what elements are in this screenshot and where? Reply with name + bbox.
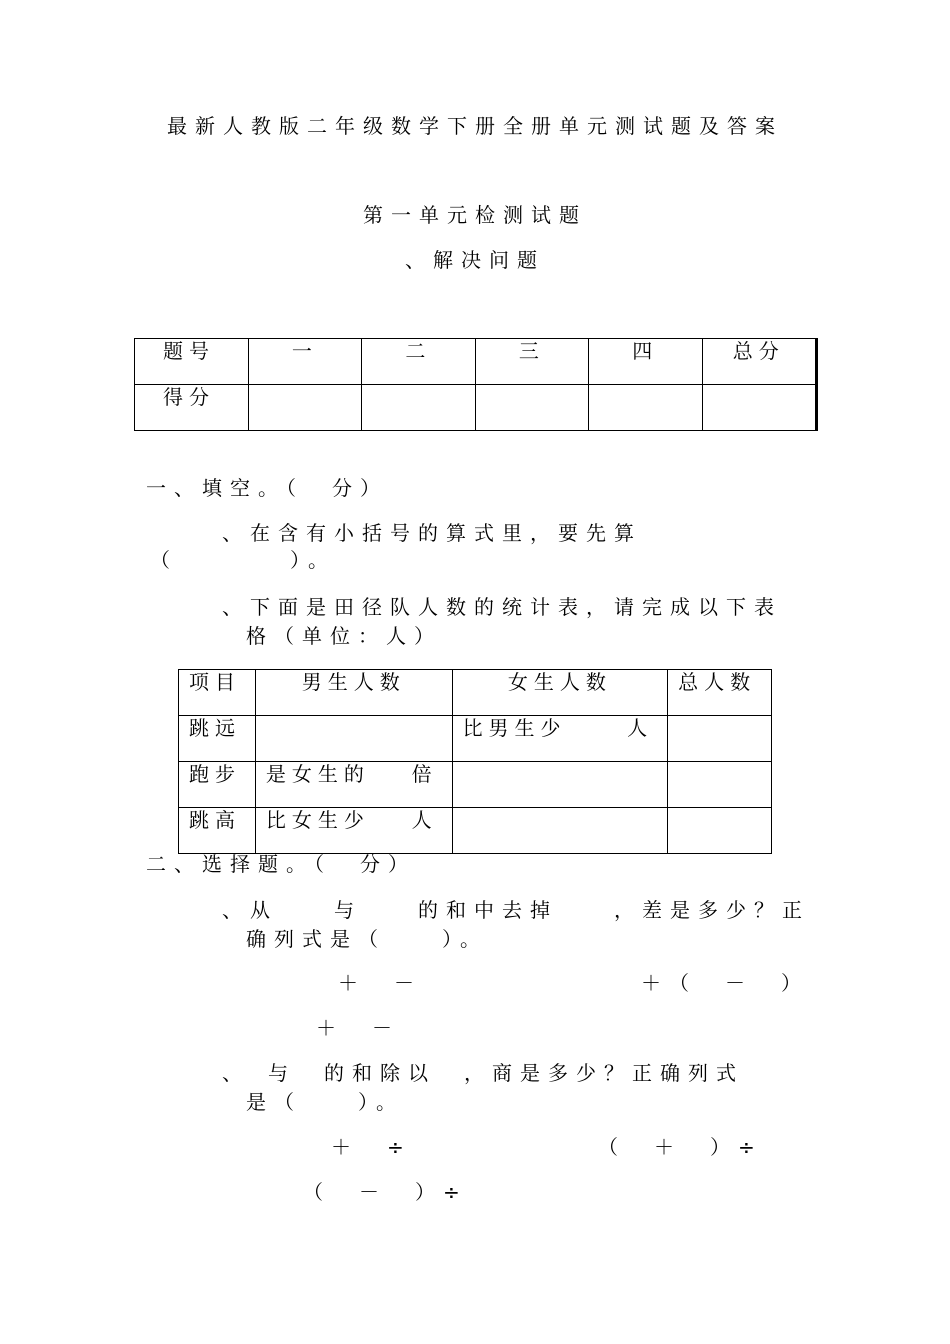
table-row [179, 716, 772, 762]
question-text: 格（单位：人） [246, 624, 442, 648]
table-row [135, 385, 817, 431]
event-cell: 跳远 [179, 716, 256, 762]
boys-cell[interactable] [255, 716, 452, 762]
option-b[interactable]: ＋（ － ） [641, 971, 809, 995]
event-cell: 跑步 [179, 762, 256, 808]
question-text: 确列式是（ ）。 [246, 927, 488, 951]
score-blank-cell[interactable] [589, 385, 702, 431]
question-text: 、在含有小括号的算式里，要先算 [222, 521, 642, 545]
score-header-cell: 三 [475, 339, 588, 385]
section1-heading: 一、填空。（ 分） [146, 476, 388, 500]
score-header-cell: 二 [362, 339, 475, 385]
team-header-cell: 男生人数 [255, 670, 452, 716]
table-row [179, 762, 772, 808]
score-header-cell: 题号 [135, 339, 249, 385]
team-header-cell: 总人数 [668, 670, 772, 716]
total-cell[interactable] [668, 808, 772, 854]
total-cell[interactable] [668, 762, 772, 808]
event-cell: 跳高 [179, 808, 256, 854]
question-text: 是（ ）。 [246, 1090, 404, 1114]
table-row [179, 808, 772, 854]
boys-cell [255, 762, 452, 808]
question-text: 、 与 的和除以 ，商是多少？正确列式 [222, 1061, 744, 1085]
table-row [179, 670, 772, 716]
score-header-cell: 四 [589, 339, 702, 385]
score-blank-cell[interactable] [475, 385, 588, 431]
cell-unit: 人 [411, 808, 438, 832]
question-text: 、从 与 的和中去掉 ，差是多少？正 [222, 898, 810, 922]
cell-text: 比女生少 [265, 808, 370, 832]
option-c[interactable]: （ － ）÷ [303, 1180, 468, 1204]
girls-cell[interactable] [452, 808, 668, 854]
score-header-cell: 一 [248, 339, 361, 385]
score-blank-cell[interactable] [248, 385, 361, 431]
girls-cell [452, 716, 668, 762]
option-c[interactable]: ＋ － [316, 1016, 400, 1040]
girls-cell[interactable] [452, 762, 668, 808]
cell-text: 是女生的 [265, 762, 370, 786]
table-row [135, 339, 817, 385]
cell-unit: 倍 [411, 762, 438, 786]
section-subtitle: 、解决问题 [405, 248, 545, 272]
team-stats-table [178, 669, 772, 854]
team-header-cell: 项目 [179, 670, 256, 716]
score-header-cell: 总分 [702, 339, 816, 385]
cell-unit: 人 [627, 716, 654, 740]
option-b[interactable]: （ ＋ ）÷ [598, 1135, 763, 1159]
cell-text: 比男生少 [462, 716, 567, 740]
document-title: 最新人教版二年级数学下册全册单元测试题及答案 [167, 114, 783, 138]
boys-cell [255, 808, 452, 854]
score-blank-cell[interactable] [362, 385, 475, 431]
section2-heading: 二、选择题。（ 分） [146, 852, 416, 876]
total-cell[interactable] [668, 716, 772, 762]
score-table [134, 338, 818, 431]
score-row-label: 得分 [135, 385, 249, 431]
option-a[interactable]: ＋ － [338, 971, 422, 995]
option-a[interactable]: ＋ ÷ [331, 1135, 412, 1159]
unit-title: 第一单元检测试题 [363, 203, 587, 227]
team-header-cell: 女生人数 [452, 670, 668, 716]
score-blank-cell[interactable] [702, 385, 816, 431]
question-text: 、下面是田径队人数的统计表，请完成以下表 [222, 595, 782, 619]
question-blank: （ ）。 [150, 548, 336, 572]
